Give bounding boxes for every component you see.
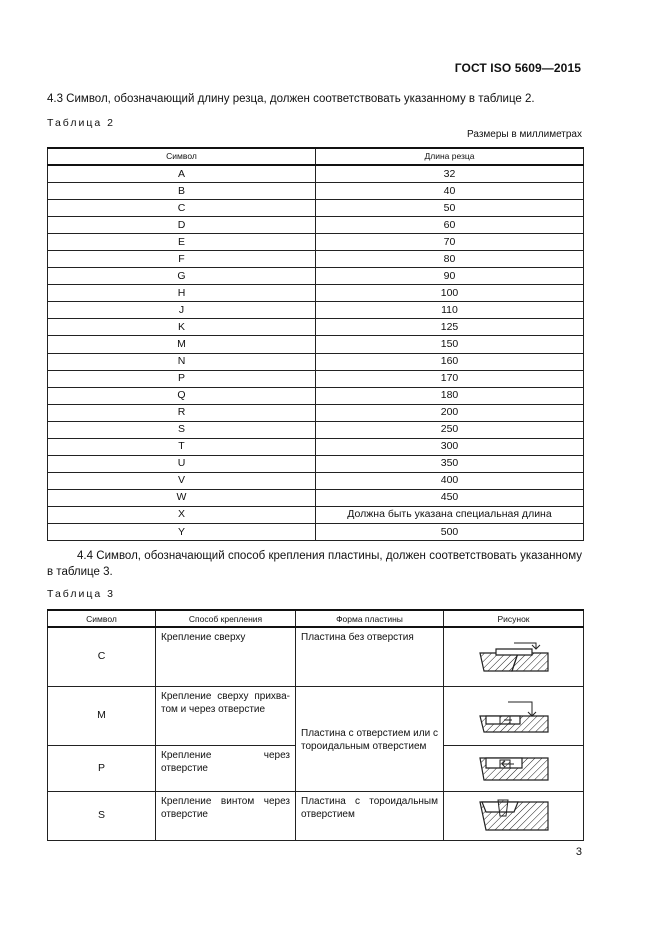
table2-symbol-cell: F: [48, 251, 316, 268]
table2-row: [48, 387, 584, 404]
table2-symbol-cell: C: [48, 200, 316, 217]
figure-clamp-top: [444, 627, 584, 686]
table3-symbol: M: [48, 686, 156, 745]
table2-length-cell: Должна быть указана специальная длина: [316, 506, 584, 523]
table2-row: [48, 200, 584, 217]
table2-length-cell: 125: [316, 319, 584, 336]
table2-length-cell: 100: [316, 285, 584, 302]
table2-length-cell: 60: [316, 217, 584, 234]
table3-method: Крепление сверху: [156, 627, 296, 686]
table2-header-symbol: Символ: [48, 148, 316, 165]
table2-symbol-cell: D: [48, 217, 316, 234]
table2-row: [48, 251, 584, 268]
table2-symbol-cell: H: [48, 285, 316, 302]
clamp-top-hole-illustration: [474, 694, 554, 734]
table2-symbol-cell: X: [48, 506, 316, 523]
table3-header-method: Способ крепления: [156, 610, 296, 627]
table3-header-symbol: Символ: [48, 610, 156, 627]
table3-symbol: C: [48, 627, 156, 686]
table2-length-cell: 70: [316, 234, 584, 251]
table2-row: [48, 268, 584, 285]
paragraph-4-4: 4.4 Символ, обозначающий способ крепления пластины, должен соответствовать указанному в таблице 3.: [47, 550, 582, 578]
figure-clamp-hole: [444, 745, 584, 791]
table2-symbol-cell: K: [48, 319, 316, 336]
table2-length-cell: 110: [316, 302, 584, 319]
table2-length-cell: 350: [316, 455, 584, 472]
table2-symbol-cell: U: [48, 455, 316, 472]
table2-symbol-cell: R: [48, 404, 316, 421]
table3-method: Крепление сверху прихва-том и через отверстие: [156, 686, 296, 745]
clamp-screw-illustration: [474, 794, 554, 834]
table2-length-cell: 300: [316, 438, 584, 455]
table2-length-cell: 450: [316, 489, 584, 506]
table2-symbol-cell: T: [48, 438, 316, 455]
table2-row: [48, 336, 584, 353]
table2-length-cell: 40: [316, 183, 584, 200]
table2-body: [48, 165, 584, 541]
table3-caption: Таблица 3: [47, 588, 115, 600]
table2-row: [48, 523, 584, 540]
table2: [47, 147, 584, 541]
table3-row-m: [48, 686, 584, 745]
table2-units-note: Размеры в миллиметрах: [467, 129, 582, 140]
table3-method: Крепление через отверстие: [156, 745, 296, 791]
table3-header-shape: Форма пластины: [296, 610, 444, 627]
table2-row: [48, 302, 584, 319]
table3-shape: Пластина с отверстием или с тороидальным отверстием: [296, 686, 444, 791]
table2-length-cell: 90: [316, 268, 584, 285]
table2-row: [48, 455, 584, 472]
table3-symbol: P: [48, 745, 156, 791]
table2-symbol-cell: V: [48, 472, 316, 489]
figure-clamp-top-and-hole: [444, 686, 584, 745]
table2-row: [48, 234, 584, 251]
table2-symbol-cell: J: [48, 302, 316, 319]
table3: [47, 609, 584, 841]
table2-symbol-cell: Y: [48, 523, 316, 540]
table2-length-cell: 50: [316, 200, 584, 217]
table2-row: [48, 489, 584, 506]
table3-method: Крепление винтом через отверстие: [156, 791, 296, 840]
table2-row: [48, 353, 584, 370]
table2-row: [48, 472, 584, 489]
table2-row: [48, 285, 584, 302]
table2-symbol-cell: G: [48, 268, 316, 285]
table2-row: [48, 438, 584, 455]
table2-length-cell: 160: [316, 353, 584, 370]
table3-shape: Пластина с тороидальным отверстием: [296, 791, 444, 840]
table2-row: [48, 421, 584, 438]
page-number: 3: [575, 846, 582, 858]
table2-length-cell: 400: [316, 472, 584, 489]
table3-header-figure: Рисунок: [444, 610, 584, 627]
table2-length-cell: 32: [316, 165, 584, 183]
table2-symbol-cell: Q: [48, 387, 316, 404]
table2-symbol-cell: S: [48, 421, 316, 438]
table2-row: [48, 506, 584, 523]
table3-symbol: S: [48, 791, 156, 840]
document-id-header: ГОСТ ISO 5609—2015: [454, 61, 581, 75]
table2-row: [48, 404, 584, 421]
table3-row-s: [48, 791, 584, 840]
paragraph-4-3: 4.3 Символ, обозначающий длину резца, должен соответствовать указанному в таблице 2.: [47, 93, 535, 105]
clamp-hole-illustration: [474, 748, 554, 784]
table2-header-length: Длина резца: [316, 148, 584, 165]
clamp-top-illustration: [474, 635, 554, 675]
table2-row: [48, 165, 584, 183]
table2-length-cell: 250: [316, 421, 584, 438]
table2-length-cell: 200: [316, 404, 584, 421]
table2-symbol-cell: B: [48, 183, 316, 200]
table2-row: [48, 319, 584, 336]
table2-symbol-cell: W: [48, 489, 316, 506]
table2-row: [48, 370, 584, 387]
table2-row: [48, 183, 584, 200]
table3-shape: Пластина без отверстия: [296, 627, 444, 686]
table2-caption: Таблица 2: [47, 117, 115, 129]
table2-symbol-cell: N: [48, 353, 316, 370]
table2-row: [48, 217, 584, 234]
table2-length-cell: 500: [316, 523, 584, 540]
table2-length-cell: 170: [316, 370, 584, 387]
table2-symbol-cell: P: [48, 370, 316, 387]
table2-symbol-cell: M: [48, 336, 316, 353]
table2-length-cell: 180: [316, 387, 584, 404]
table2-length-cell: 80: [316, 251, 584, 268]
table2-symbol-cell: E: [48, 234, 316, 251]
table2-symbol-cell: A: [48, 165, 316, 183]
figure-clamp-screw: [444, 791, 584, 840]
table2-length-cell: 150: [316, 336, 584, 353]
table3-row-c: [48, 627, 584, 686]
